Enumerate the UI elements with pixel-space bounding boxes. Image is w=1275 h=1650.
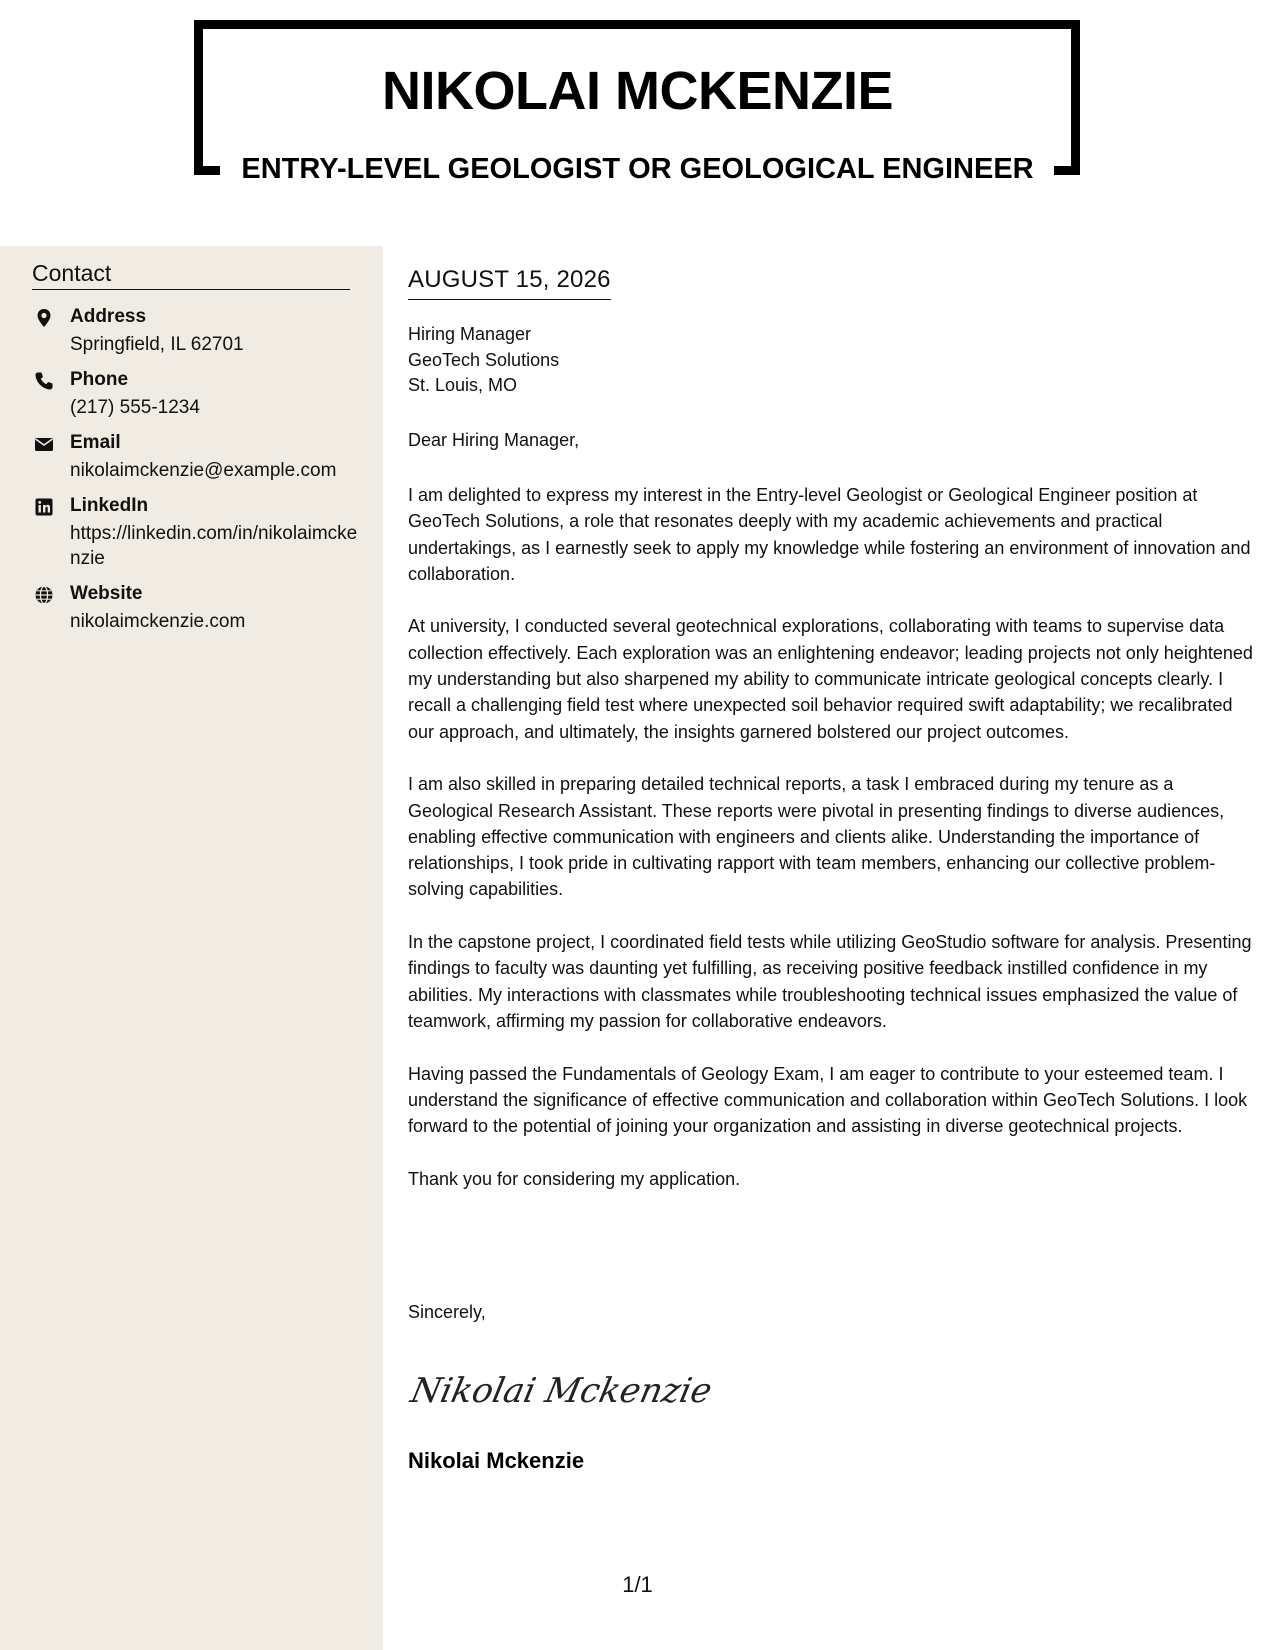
paragraph: Thank you for considering my application. [408, 1168, 741, 1189]
linkedin-icon [34, 497, 54, 517]
paragraph: I am delighted to express my interest in the Entry-level Geologist or Geological Engineer position at GeoTech Solutions, a role that resonates deeply with my academic achievements and practical undertakings, as I earnestly seek to apply my knowledge while fostering an environment of innovation and collaboration. [408, 485, 1251, 584]
phone-icon [34, 371, 54, 391]
letter-paragraphs [408, 482, 1253, 1218]
paragraph: At university, I conducted several geotechnical explorations, collaborating with teams to supervise data collection effectively. Each exploration was an enlightening endeavor; leading projects not only heightened my understanding but also sharpened my ability to communicate intricate geological concepts clearly. I recall a challenging field test where unexpected soil behavior required swift adaptability; we recalibrated our approach, and ultimately, the insights garnered bolstered our project outcomes. [408, 616, 1253, 742]
applicant-name: NIKOLAI MCKENZIE [382, 61, 893, 121]
closing: Sincerely, [408, 1302, 486, 1322]
page-number: 1/1 [622, 1572, 653, 1597]
phone-label: Phone [70, 369, 129, 390]
globe-icon [34, 585, 54, 605]
website-value[interactable]: nikolaimckenzie.com [70, 611, 246, 632]
email-label: Email [70, 432, 121, 453]
address-value: Springfield, IL 62701 [70, 334, 244, 355]
recipient-name: Hiring Manager [408, 324, 532, 344]
paragraph: I am also skilled in preparing detailed technical reports, a task I embraced during my tenure as a Geological Research Assistant. These reports were pivotal in presenting findings to diverse audiences, enabling effective communication with engineers and clients alike. Understanding the importance of relationships, I took pride in cultivating rapport with team members, enhancing our collective problem-solving capabilities. [408, 774, 1225, 900]
envelope-icon [34, 434, 54, 454]
svg-text:Nikolai Mckenzie: Nikolai Mckenzie [407, 1371, 716, 1411]
salutation: Dear Hiring Manager, [408, 430, 580, 450]
phone-value[interactable]: (217) 555-1234 [70, 397, 200, 418]
email-value[interactable]: nikolaimckenzie@example.com [70, 460, 337, 481]
contact-heading: Contact [32, 260, 350, 290]
linkedin-label: LinkedIn [70, 495, 149, 516]
handwritten-signature [407, 1360, 716, 1420]
contact-sidebar [0, 246, 383, 1650]
paragraph: In the capstone project, I coordinated field tests while utilizing GeoStudio software for analysis. Presenting findings to faculty was daunting yet fulfilling, as receiving positive feedback instilled confidence in my abilities. My interactions with classmates while troubleshooting technical issues emphasized the value of teamwork, affirming my passion for collaborative endeavors. [408, 932, 1252, 1031]
recipient-location: St. Louis, MO [408, 375, 518, 395]
paragraph: Having passed the Fundamentals of Geology Exam, I am eager to contribute to your esteemed team. I understand the significance of effective communication and collaboration within GeoTech Solutions. I look forward to the potential of joining your organization and assisting in diverse geotechnical projects. [408, 1063, 1248, 1137]
address-label: Address [70, 306, 147, 327]
letter-date: AUGUST 15, 2026 [408, 266, 611, 300]
map-pin-icon [34, 308, 54, 328]
linkedin-value[interactable]: https://linkedin.com/in/nikolaimckenzie [70, 523, 358, 569]
recipient-company: GeoTech Solutions [408, 349, 560, 370]
job-title: ENTRY-LEVEL GEOLOGIST OR GEOLOGICAL ENGINEER [241, 153, 1034, 185]
recipient-block [408, 322, 559, 399]
signer-name: Nikolai Mckenzie [408, 1448, 585, 1473]
website-label: Website [70, 583, 143, 604]
